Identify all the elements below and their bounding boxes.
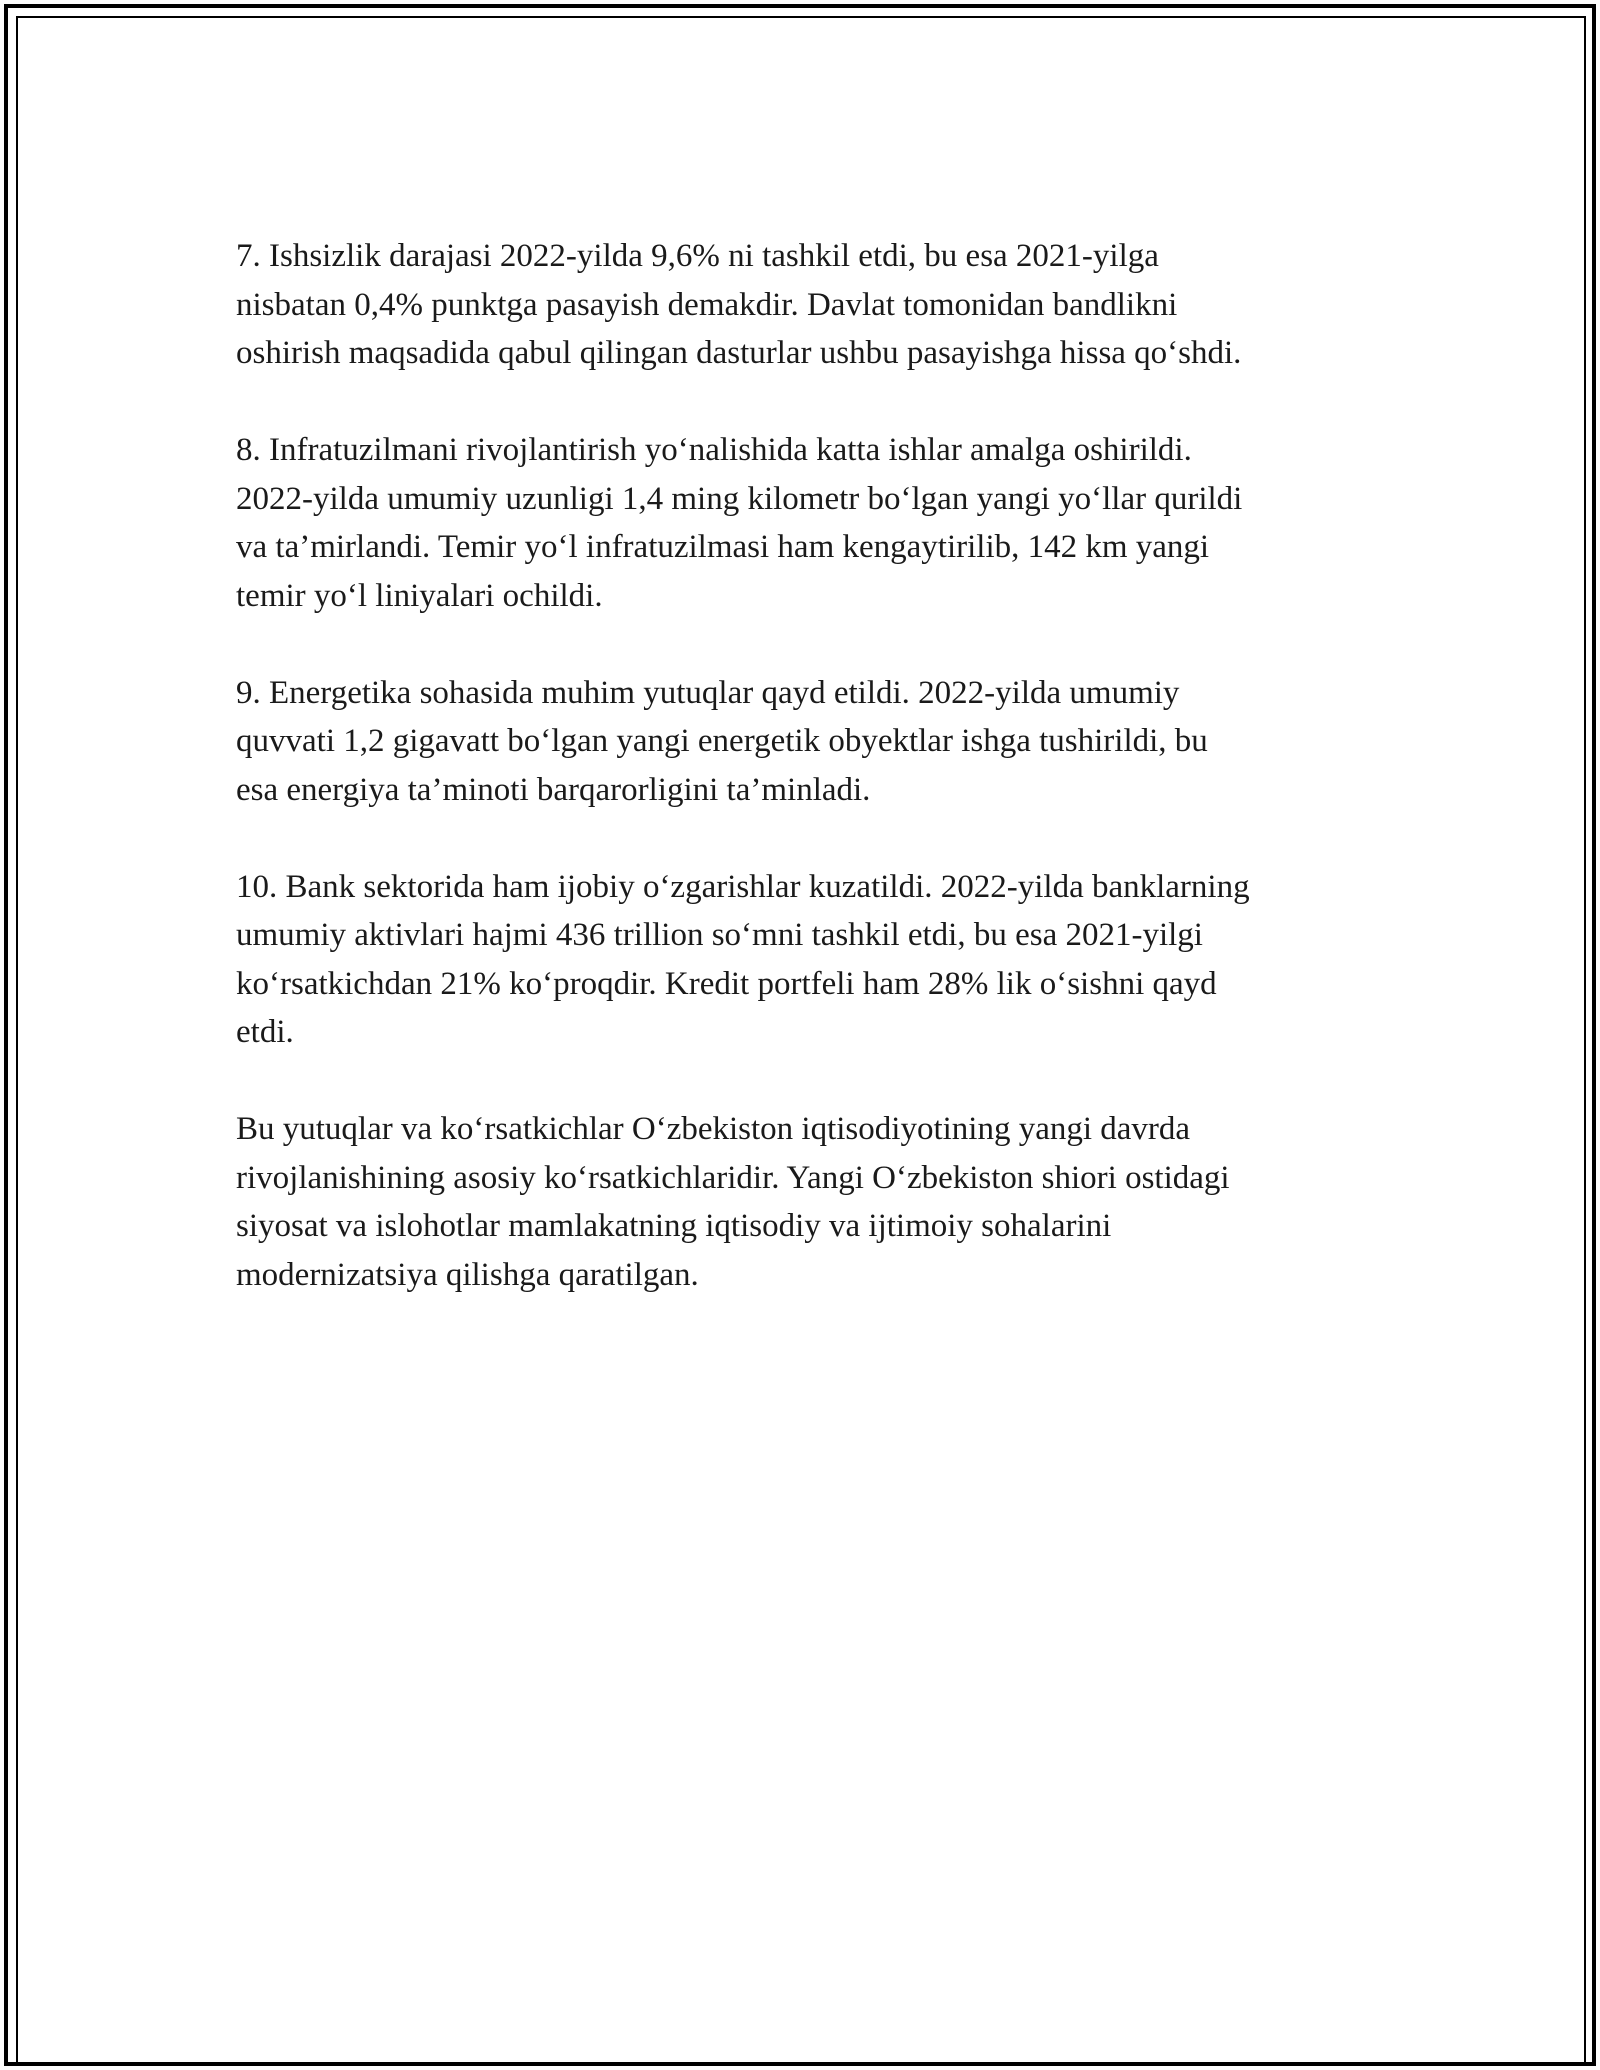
text-line: quvvati 1,2 gigavatt bo‘lgan yangi energetik obyektlar ishga tushirildi, bu: [236, 723, 1208, 759]
paragraph-conclusion: [236, 1105, 1366, 1299]
text-line: 7. Ishsizlik darajasi 2022-yilda 9,6% ni tashkil etdi, bu esa 2021-yilga: [236, 238, 1159, 274]
text-line: 2022-yilda umumiy uzunligi 1,4 ming kilometr bo‘lgan yangi yo‘llar qurildi: [236, 480, 1243, 517]
text-line: nisbatan 0,4% punktga pasayish demakdir. Davlat tomonidan bandlikni: [236, 286, 1178, 323]
text-line: umumiy aktivlari hajmi 436 trillion so‘mni tashkil etdi, bu esa 2021-yilgi: [236, 917, 1203, 953]
paragraph-banking: [236, 863, 1366, 1057]
text-line: modernizatsiya qilishga qaratilgan.: [236, 1256, 699, 1293]
text-line: esa energiya ta’minoti barqarorligini ta’minladi.: [236, 771, 871, 808]
text-line: temir yo‘l liniyalari ochildi.: [236, 577, 603, 614]
text-line: ko‘rsatkichdan 21% ko‘proqdir. Kredit portfeli ham 28% lik o‘sishni qayd: [236, 965, 1217, 1002]
text-line: etdi.: [236, 1014, 294, 1050]
text-line: rivojlanishining asosiy ko‘rsatkichlaridir. Yangi O‘zbekiston shiori ostidagi: [236, 1159, 1230, 1196]
paragraph-infrastructure: [236, 426, 1366, 620]
text-line: Bu yutuqlar va ko‘rsatkichlar O‘zbekiston iqtisodiyotining yangi davrda: [236, 1111, 1191, 1147]
document-body: [236, 232, 1366, 1299]
paragraph-energy: [236, 669, 1366, 815]
text-line: siyosat va islohotlar mamlakatning iqtisodiy va ijtimoiy sohalarini: [236, 1208, 1112, 1244]
paragraph-unemployment: [236, 232, 1366, 378]
text-line: 9. Energetika sohasida muhim yutuqlar qayd etildi. 2022-yilda umumiy: [236, 674, 1180, 711]
text-line: va ta’mirlandi. Temir yo‘l infratuzilmasi ham kengaytirilib, 142 km yangi: [236, 529, 1210, 565]
text-line: 8. Infratuzilmani rivojlantirish yo‘nalishida katta ishlar amalga oshirildi.: [236, 432, 1192, 468]
text-line: 10. Bank sektorida ham ijobiy o‘zgarishlar kuzatildi. 2022-yilda banklarning: [236, 868, 1250, 905]
text-line: oshirish maqsadida qabul qilingan dasturlar ushbu pasayishga hissa qo‘shdi.: [236, 335, 1242, 371]
